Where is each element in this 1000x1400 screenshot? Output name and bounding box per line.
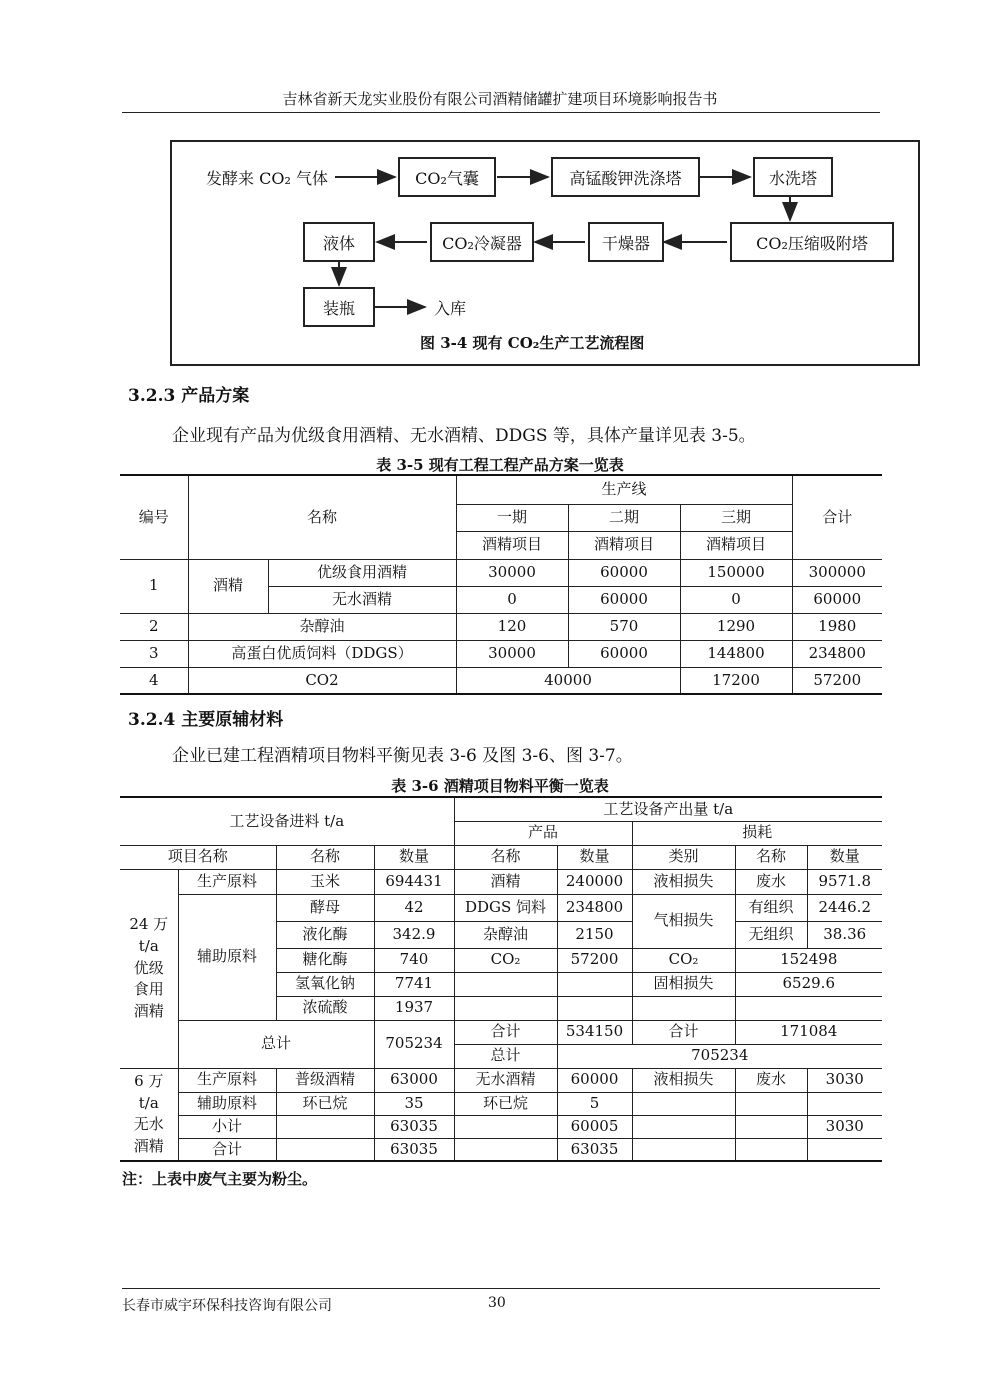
t35-r3-total: 1980 <box>792 613 882 640</box>
t36-r1-l-cat: 液相损失 <box>632 869 735 894</box>
t36-g2-r2-l-name <box>735 1092 807 1115</box>
t36-r2-l-name: 有组织 <box>735 894 807 921</box>
t36-r3-p-qty: 2150 <box>557 921 632 948</box>
flow-node-bottling: 装瓶 <box>303 287 375 327</box>
t36-r5-in-qty: 7741 <box>374 972 454 996</box>
t36-g1-sum-loss: 171084 <box>735 1020 882 1044</box>
t36-col-item: 项目名称 <box>120 845 276 869</box>
t36-g2-sub-l-name <box>735 1115 807 1138</box>
t36-col-l-qty: 数量 <box>807 845 882 869</box>
t36-g1-total-in: 705234 <box>374 1020 454 1068</box>
t35-r1-v1: 30000 <box>456 559 568 586</box>
flow-node-compress-tower: CO₂压缩吸附塔 <box>730 222 894 262</box>
t36-g2-sub-p-blank <box>454 1115 557 1138</box>
header-title: 吉林省新天龙实业股份有限公司酒精储罐扩建项目环境影响报告书 <box>282 90 718 108</box>
t35-h-total: 合计 <box>792 475 882 559</box>
t36-r6-l-cat <box>632 996 735 1020</box>
t36-g2-sub-blank <box>276 1115 374 1138</box>
t35-r5-v3: 17200 <box>680 667 792 694</box>
t36-col-in-qty: 数量 <box>374 845 454 869</box>
flow-node-liquid: 液体 <box>303 222 375 262</box>
t35-r5-total: 57200 <box>792 667 882 694</box>
t35-h-name: 名称 <box>188 475 456 559</box>
section-para-324: 企业已建工程酒精项目物料平衡见表 3-6 及图 3-6、图 3-7。 <box>172 746 633 766</box>
t35-r4-v1: 30000 <box>456 640 568 667</box>
t35-r1-group: 酒精 <box>188 559 268 613</box>
t36-g2-sub-l-cat <box>632 1115 735 1138</box>
t36-g2-r2-l-cat <box>632 1092 735 1115</box>
t35-proj-2: 酒精项目 <box>568 531 680 559</box>
flow-sink: 入库 <box>434 299 467 318</box>
t36-g2-sum-l-name <box>735 1138 807 1161</box>
table35-caption: 表 3-5 现有工程工程产品方案一览表 <box>376 456 624 474</box>
t35-r2-v2: 60000 <box>568 586 680 613</box>
t35-proj-3: 酒精项目 <box>680 531 792 559</box>
t36-g2-sum-p-blank <box>454 1138 557 1161</box>
t36-g1-grand: 705234 <box>557 1044 882 1068</box>
t35-r4-v2: 60000 <box>568 640 680 667</box>
t36-g2-r1-l-name: 废水 <box>735 1068 807 1092</box>
t36-g1-line2: t/a <box>138 936 159 955</box>
t36-r1-in-qty: 694431 <box>374 869 454 894</box>
footer-company: 长春市威宇环保科技咨询有限公司 <box>122 1298 332 1314</box>
t35-r1-v3: 150000 <box>680 559 792 586</box>
t36-aux-label: 辅助原料 <box>178 894 276 1020</box>
section-heading-324: 3.2.4 主要原辅材料 <box>128 710 284 730</box>
t36-r6-p-name <box>454 996 557 1020</box>
table-3-5 <box>120 474 882 695</box>
t36-g2-r2-type: 辅助原料 <box>178 1092 276 1115</box>
t36-raw-label: 生产原料 <box>178 869 276 894</box>
t35-r3-v1: 120 <box>456 613 568 640</box>
t36-r1-in-name: 玉米 <box>276 869 374 894</box>
t36-g2-r1-p-name: 无水酒精 <box>454 1068 557 1092</box>
t36-r3-p-name: 杂醇油 <box>454 921 557 948</box>
t36-r5-p-name <box>454 972 557 996</box>
flow-node-dryer: 干燥器 <box>588 222 664 262</box>
flow-node-water-tower: 水洗塔 <box>753 157 833 197</box>
t36-r5-l-qty: 6529.6 <box>735 972 882 996</box>
t36-r4-l-qty: 152498 <box>735 948 882 972</box>
t35-r5-v12: 40000 <box>456 667 680 694</box>
t36-col-l-cat: 类别 <box>632 845 735 869</box>
t36-r1-l-qty: 9571.8 <box>807 869 882 894</box>
t35-r1-name: 优级食用酒精 <box>268 559 456 586</box>
t36-g2-r2-p-qty: 5 <box>557 1092 632 1115</box>
table36-caption: 表 3-6 酒精项目物料平衡一览表 <box>391 777 609 795</box>
t36-r5-p-qty <box>557 972 632 996</box>
t36-col-p-qty: 数量 <box>557 845 632 869</box>
t36-r4-l-cat: CO₂ <box>632 948 735 972</box>
t35-r2-v3: 0 <box>680 586 792 613</box>
t35-r2-total: 60000 <box>792 586 882 613</box>
t36-r3-l-name: 无组织 <box>735 921 807 948</box>
t36-g1-line4: 食用 <box>133 980 164 999</box>
t35-r4-v3: 144800 <box>680 640 792 667</box>
t36-g2-r2-in-name: 环已烷 <box>276 1092 374 1115</box>
t36-g2-sum-l-cat <box>632 1138 735 1161</box>
t36-g2-sum-label: 合计 <box>178 1138 276 1161</box>
t36-r6-in-qty: 1937 <box>374 996 454 1020</box>
t36-r2-p-name: DDGS 饲料 <box>454 894 557 921</box>
t36-g1-sum-loss-label: 合计 <box>632 1020 735 1044</box>
t36-g1-line5: 酒精 <box>133 1002 164 1021</box>
t36-g2-r1-l-cat: 液相损失 <box>632 1068 735 1092</box>
t35-r3-v2: 570 <box>568 613 680 640</box>
t36-r6-p-qty <box>557 996 632 1020</box>
t36-g2-sum-blank <box>276 1138 374 1161</box>
t36-r4-p-qty: 57200 <box>557 948 632 972</box>
t36-r2-p-qty: 234800 <box>557 894 632 921</box>
t36-g2-line2: t/a <box>138 1093 159 1112</box>
t36-g2-r2-p-name: 环已烷 <box>454 1092 557 1115</box>
t36-r2-l-cat: 气相损失 <box>632 894 735 948</box>
t35-r5-no: 4 <box>120 667 188 694</box>
t36-g2-line4: 酒精 <box>133 1137 164 1155</box>
t35-r2-name: 无水酒精 <box>268 586 456 613</box>
t36-g2-sub-label: 小计 <box>178 1115 276 1138</box>
t36-g1-total-label: 总计 <box>178 1020 374 1068</box>
t35-r1-v2: 60000 <box>568 559 680 586</box>
t36-r4-in-name: 糖化酶 <box>276 948 374 972</box>
t36-h-prod: 产品 <box>454 821 632 845</box>
t36-g2-sub-p: 60005 <box>557 1115 632 1138</box>
t35-h-line: 生产线 <box>456 475 792 504</box>
t35-r1-no: 1 <box>120 559 188 613</box>
t36-g2-r2-in-qty: 35 <box>374 1092 454 1115</box>
flow-source: 发酵来 CO₂ 气体 <box>206 169 328 188</box>
flow-node-airbag: CO₂气囊 <box>398 157 496 197</box>
t36-r4-in-qty: 740 <box>374 948 454 972</box>
t35-r3-no: 2 <box>120 613 188 640</box>
table-3-6 <box>120 796 882 1162</box>
t35-r4-name: 高蛋白优质饲料（DDGS） <box>188 640 456 667</box>
t35-r4-total: 234800 <box>792 640 882 667</box>
t36-g1-sum-label: 合计 <box>454 1020 557 1044</box>
flow-node-condenser: CO₂冷凝器 <box>430 222 534 262</box>
t36-g2-label <box>120 1068 178 1161</box>
t36-r1-p-qty: 240000 <box>557 869 632 894</box>
t35-r2-v1: 0 <box>456 586 568 613</box>
t36-r2-in-qty: 42 <box>374 894 454 921</box>
t35-phase-1: 一期 <box>456 504 568 531</box>
t36-h-in: 工艺设备进料 t/a <box>120 797 454 845</box>
t36-g2-r1-l-qty: 3030 <box>807 1068 882 1092</box>
footer-rule <box>122 1288 880 1289</box>
t36-g2-r1-in-name: 普级酒精 <box>276 1068 374 1092</box>
t35-r4-no: 3 <box>120 640 188 667</box>
t36-r1-p-name: 酒精 <box>454 869 557 894</box>
table-note: 注：上表中废气主要为粉尘。 <box>122 1170 318 1188</box>
t36-h-loss: 损耗 <box>632 821 882 845</box>
t36-r5-l-cat: 固相损失 <box>632 972 735 996</box>
t36-g1-label <box>120 869 178 1068</box>
t36-r4-p-name: CO₂ <box>454 948 557 972</box>
t36-r5-in-name: 氢氧化钠 <box>276 972 374 996</box>
t36-col-in-name: 名称 <box>276 845 374 869</box>
t35-proj-1: 酒精项目 <box>456 531 568 559</box>
t36-g2-sum-l <box>807 1138 882 1161</box>
section-para-323: 企业现有产品为优级食用酒精、无水酒精、DDGS 等，具体产量详见表 3-5。 <box>172 426 756 446</box>
t36-r1-l-name: 废水 <box>735 869 807 894</box>
t35-r3-name: 杂醇油 <box>188 613 456 640</box>
figure-caption: 图 3-4 现有 CO₂生产工艺流程图 <box>420 334 645 352</box>
t36-g2-line1: 6 万 <box>134 1071 164 1090</box>
t36-g2-sub-l: 3030 <box>807 1115 882 1138</box>
t36-r2-in-name: 酵母 <box>276 894 374 921</box>
t36-r6-in-name: 浓硫酸 <box>276 996 374 1020</box>
t35-h-no: 编号 <box>120 475 188 559</box>
t36-col-l-name: 名称 <box>735 845 807 869</box>
t36-g2-line3: 无水 <box>133 1115 164 1134</box>
t36-h-out: 工艺设备产出量 t/a <box>454 797 882 821</box>
t36-r6-l-qty <box>735 996 882 1020</box>
t36-col-p-name: 名称 <box>454 845 557 869</box>
flow-node-kmno4-tower: 高锰酸钾洗涤塔 <box>551 157 700 197</box>
t36-g2-r1-p-qty: 60000 <box>557 1068 632 1092</box>
t36-g1-grand-label: 总计 <box>454 1044 557 1068</box>
t36-g1-sum-prod: 534150 <box>557 1020 632 1044</box>
t36-g2-sum-in: 63035 <box>374 1138 454 1161</box>
t35-phase-3: 三期 <box>680 504 792 531</box>
t36-r3-in-qty: 342.9 <box>374 921 454 948</box>
t36-r3-l-qty: 38.36 <box>807 921 882 948</box>
t36-g2-r1-in-qty: 63000 <box>374 1068 454 1092</box>
t36-g2-sum-p: 63035 <box>557 1138 632 1161</box>
t35-r3-v3: 1290 <box>680 613 792 640</box>
t36-g2-sub-in: 63035 <box>374 1115 454 1138</box>
t36-g1-line3: 优级 <box>133 958 164 977</box>
section-heading-323: 3.2.3 产品方案 <box>128 386 250 406</box>
t35-r5-name: CO2 <box>188 667 456 694</box>
t36-r3-in-name: 液化酶 <box>276 921 374 948</box>
t36-g2-r1-type: 生产原料 <box>178 1068 276 1092</box>
t36-g2-r2-l-qty <box>807 1092 882 1115</box>
t36-r2-l-qty: 2446.2 <box>807 894 882 921</box>
page-number: 30 <box>488 1295 506 1311</box>
t35-phase-2: 二期 <box>568 504 680 531</box>
t35-r1-total: 300000 <box>792 559 882 586</box>
t36-g1-line1: 24 万 <box>129 915 169 934</box>
